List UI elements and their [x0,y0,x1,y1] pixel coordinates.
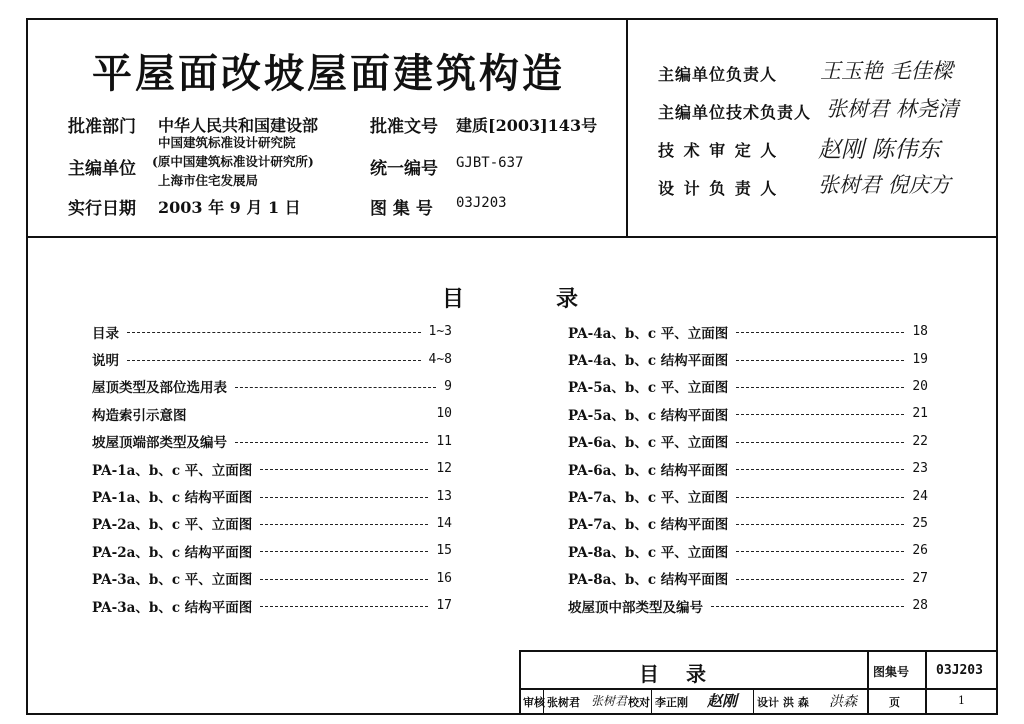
toc-entry[interactable] [568,345,928,372]
leader-dashes [235,387,436,388]
page-number: 1 [958,694,965,707]
effective-date: 2003 年 9 月 1 日 [158,198,301,217]
toc-entry-label: 坡屋顶端部类型及编号 [92,435,227,452]
toc-entry-page: 1~3 [428,324,452,340]
title-block [519,650,998,715]
toc-entry-label: PA-5a、b、c 平、立面图 [568,380,729,397]
toc-entry[interactable] [568,592,928,619]
toc-entry[interactable] [92,510,452,537]
leader-dashes [736,332,904,333]
toc-entry-label: 坡屋顶中部类型及编号 [568,599,703,616]
toc-heading-right: 录 [556,287,579,312]
header-column-divider [626,18,628,237]
toc-entry-label: PA-2a、b、c 结构平面图 [92,544,253,561]
responsible-signature-4: 张树君 倪庆方 [818,173,951,197]
toc-entry-page: 11 [436,433,452,449]
leader-dashes [127,360,421,361]
toc-entry[interactable] [92,428,452,455]
atlas-no: 03J203 [456,195,507,211]
design-label: 设计 [757,696,779,709]
chief-unit-line-1: 中国建筑标准设计研究院 [158,135,296,150]
unified-no: GJBT-637 [456,155,524,171]
toc-entry-page: 14 [436,515,452,531]
toc-entry-page: 25 [912,515,928,531]
toc-entry-label: PA-6a、b、c 结构平面图 [568,462,729,479]
toc-entry-label: PA-5a、b、c 结构平面图 [568,407,729,424]
leader-dashes [260,579,428,580]
leader-dashes [260,524,428,525]
leader-dashes [736,360,904,361]
toc-entry[interactable] [568,400,928,427]
toc-entry-page: 26 [912,543,928,559]
toc-entry-label: PA-8a、b、c 平、立面图 [568,544,729,561]
leader-dashes [235,442,428,443]
toc-entry-label: PA-2a、b、c 平、立面图 [92,517,253,534]
toc-entry-label: PA-7a、b、c 结构平面图 [568,517,729,534]
leader-dashes [260,469,428,470]
toc-entry[interactable] [568,565,928,592]
leader-dashes [736,469,904,470]
chief-unit-line-2: (原中国建筑标准设计研究所) [152,154,314,169]
toc-entry-label: 说明 [92,353,119,370]
toc-entry-page: 23 [912,461,928,477]
atlas-no: 03J203 [936,663,983,678]
responsible-role-2: 主编单位技术负责人 [658,103,812,122]
leader-dashes [736,387,904,388]
page-label: 页 [889,696,900,709]
toc-entry-label: PA-6a、b、c 平、立面图 [568,435,729,452]
toc-entry-label: PA-8a、b、c 结构平面图 [568,572,729,589]
toc-entry-page: 19 [912,351,928,367]
responsible-role-1: 主编单位负责人 [658,65,778,84]
approve-dept: 中华人民共和国建设部 [158,116,319,135]
toc-entry[interactable] [92,565,452,592]
toc-entry[interactable] [568,373,928,400]
title-block-divider [753,688,754,713]
unified-no-label: 统一编号 [370,159,438,179]
leader-dashes [260,551,428,552]
responsible-role-3: 技 术 审 定 人 [658,141,779,160]
toc-left-column [92,318,452,619]
sheet-title: 目 录 [639,662,716,686]
toc-entry-page: 28 [912,598,928,614]
leader-dashes [736,579,904,580]
toc-entry[interactable] [568,318,928,345]
title-block-divider [867,652,869,713]
toc-entry[interactable] [92,400,452,427]
toc-entry-label: PA-4a、b、c 结构平面图 [568,353,729,370]
atlas-no-label: 图 集 号 [370,199,433,219]
check-name: 李正刚 [655,696,688,709]
effective-date-label: 实行日期 [68,199,136,219]
toc-entry-page: 22 [912,433,928,449]
toc-entry-label: PA-3a、b、c 平、立面图 [92,572,253,589]
toc-entry-page: 12 [436,461,452,477]
toc-entry-label: 目录 [92,325,119,342]
review-label: 审核 [523,696,545,709]
toc-entry[interactable] [92,482,452,509]
document-title: 平屋面改坡屋面建筑构造 [92,51,565,97]
leader-dashes [260,606,428,607]
toc-entry[interactable] [92,345,452,372]
toc-heading-left: 目 [442,287,465,312]
toc-entry-page: 16 [436,570,452,586]
check-label: 校对 [628,696,650,709]
toc-entry-page: 15 [436,543,452,559]
title-block-divider [651,688,652,713]
leader-dashes [736,524,904,525]
leader-dashes [736,497,904,498]
leader-dashes [195,414,429,415]
toc-entry[interactable] [568,428,928,455]
toc-entry-page: 13 [436,488,452,504]
header-bottom-rule [26,236,998,238]
approve-dept-label: 批准部门 [68,117,136,137]
toc-entry-page: 21 [912,406,928,422]
toc-right-column [568,318,928,619]
toc-entry[interactable] [92,455,452,482]
approve-doc: 建质[2003]143号 [456,116,598,135]
toc-entry[interactable] [92,373,452,400]
toc-entry-label: PA-3a、b、c 结构平面图 [92,599,253,616]
toc-entry[interactable] [568,537,928,564]
leader-dashes [736,442,904,443]
review-signature: 张树君 [591,694,628,708]
title-block-divider [925,652,927,713]
toc-entry[interactable] [568,510,928,537]
toc-entry-page: 20 [912,378,928,394]
responsible-signature-2: 张树君 林尧清 [826,97,959,121]
atlas-no-label: 图集号 [873,665,910,679]
toc-entry-label: PA-4a、b、c 平、立面图 [568,325,729,342]
responsible-role-4: 设 计 负 责 人 [658,179,779,198]
design-name: 洪 森 [783,696,809,709]
toc-entry-label: 构造索引示意图 [92,407,187,424]
approve-doc-label: 批准文号 [370,117,438,137]
toc-entry-page: 10 [436,406,452,422]
toc-entry-page: 24 [912,488,928,504]
chief-unit-line-3: 上海市住宅发展局 [158,173,259,188]
toc-entry[interactable] [568,482,928,509]
leader-dashes [260,497,428,498]
toc-entry-label: PA-1a、b、c 结构平面图 [92,490,253,507]
review-name: 张树君 [547,696,580,709]
toc-entry[interactable] [92,537,452,564]
responsible-signature-1: 王玉艳 毛佳樑 [820,59,953,83]
leader-dashes [736,414,904,415]
toc-entry-page: 4~8 [428,351,452,367]
toc-entry-label: 屋顶类型及部位选用表 [92,380,227,397]
toc-entry-page: 18 [912,324,928,340]
design-signature: 洪森 [829,694,857,710]
leader-dashes [736,551,904,552]
responsible-signature-3: 赵刚 陈伟东 [818,137,941,163]
toc-entry-label: PA-1a、b、c 平、立面图 [92,462,253,479]
toc-entry[interactable] [92,318,452,345]
leader-dashes [711,606,904,607]
check-signature: 赵刚 [707,692,738,710]
toc-entry-page: 9 [444,378,452,394]
toc-entry-page: 17 [436,598,452,614]
toc-entry[interactable] [568,455,928,482]
chief-unit-label: 主编单位 [68,159,136,179]
toc-entry-label: PA-7a、b、c 平、立面图 [568,490,729,507]
toc-entry[interactable] [92,592,452,619]
leader-dashes [127,332,421,333]
toc-entry-page: 27 [912,570,928,586]
